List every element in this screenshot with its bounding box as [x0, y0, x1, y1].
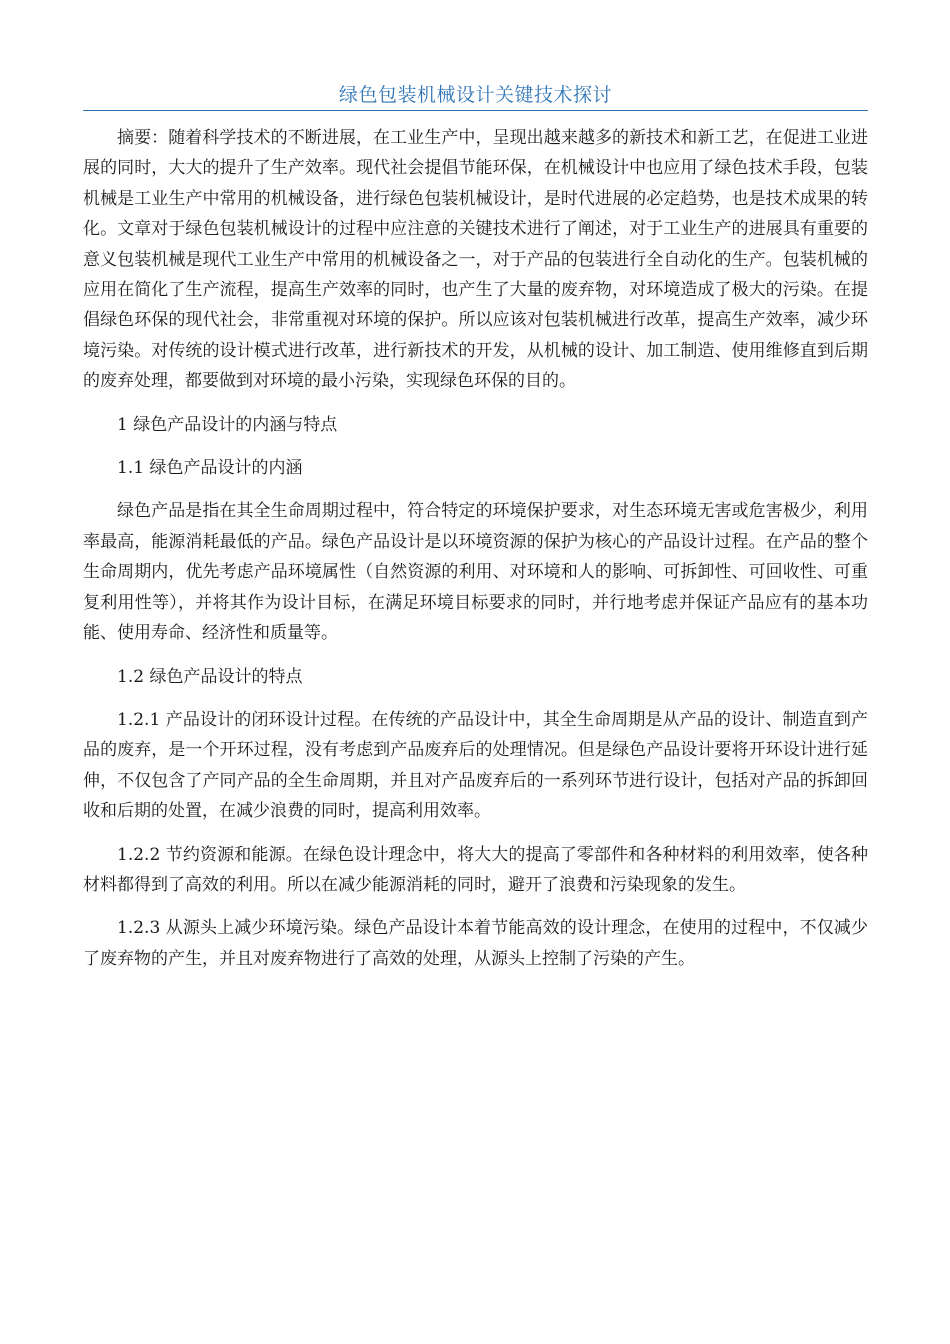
item-1-2-2-paragraph: 1.2.2 节约资源和能源。在绿色设计理念中，将大大的提高了零部件和各种材料的利用效率，使各种材料都得到了高效的利用。所以在减少能源消耗的同时，避开了浪费和污染现象的发生。: [83, 844, 868, 895]
section-1-heading: 1 绿色产品设计的内涵与特点: [117, 414, 338, 435]
section-1-2-heading: 1.2 绿色产品设计的特点: [117, 666, 303, 687]
section-1-1-heading: 1.1 绿色产品设计的内涵: [117, 458, 303, 479]
page-title: 绿色包装机械设计关键技术探讨: [338, 84, 612, 106]
document-page: [83, 0, 868, 974]
item-1-2-1-paragraph: 1.2.1 产品设计的闭环设计过程。在传统的产品设计中，其全生命周期是从产品的设计、制造直到产品的废弃，是一个开环过程，没有考虑到产品废弃后的处理情况。但是绿色产品设计要将开环设计进行延伸，不仅包含了产同产品的全生命周期，并且对产品废弃后的一系列环节进行设计，包括对产品的拆卸回收和后期的处置，在减少浪费的同时，提高利用效率。: [83, 709, 868, 822]
section-1-1-paragraph: 绿色产品是指在其全生命周期过程中，符合特定的环境保护要求，对生态环境无害或危害极少，利用率最高，能源消耗最低的产品。绿色产品设计是以环境资源的保护为核心的产品设计过程。在产品的整个生命周期内，优先考虑产品环境属性（自然资源的利用、对环境和人的影响、可拆卸性、可回收性、可重复利用性等），并将其作为设计目标，在满足环境目标要求的同时，并行地考虑并保证产品应有的基本功能、使用寿命、经济性和质量等。: [83, 501, 868, 644]
document-body: [83, 123, 868, 974]
title-divider: [83, 110, 868, 111]
item-1-2-3-paragraph: 1.2.3 从源头上减少环境污染。绿色产品设计本着节能高效的设计理念，在使用的过程中，不仅减少了废弃物的产生，并且对废弃物进行了高效的处理，从源头上控制了污染的产生。: [83, 918, 868, 969]
abstract-paragraph: 摘要：随着科学技术的不断进展，在工业生产中，呈现出越来越多的新技术和新工艺，在促进工业进展的同时，大大的提升了生产效率。现代社会提倡节能环保，在机械设计中也应用了绿色技术手段，包装机械是工业生产中常用的机械设备，进行绿色包装机械设计，是时代进展的必定趋势，也是技术成果的转化。文章对于绿色包装机械设计的过程中应注意的关键技术进行了阐述，对于工业生产的进展具有重要的意义包装机械是现代工业生产中常用的机械设备之一，对于产品的包装进行全自动化的生产。包装机械的应用在简化了生产流程，提高生产效率的同时，也产生了大量的废弃物，对环境造成了极大的污染。在提倡绿色环保的现代社会，非常重视对环境的保护。所以应该对包装机械进行改革，提高生产效率，减少环境污染。对传统的设计模式进行改革，进行新技术的开发，从机械的设计、加工制造、使用维修直到后期的废弃处理，都要做到对环境的最小污染，实现绿色环保的目的。: [83, 128, 868, 392]
